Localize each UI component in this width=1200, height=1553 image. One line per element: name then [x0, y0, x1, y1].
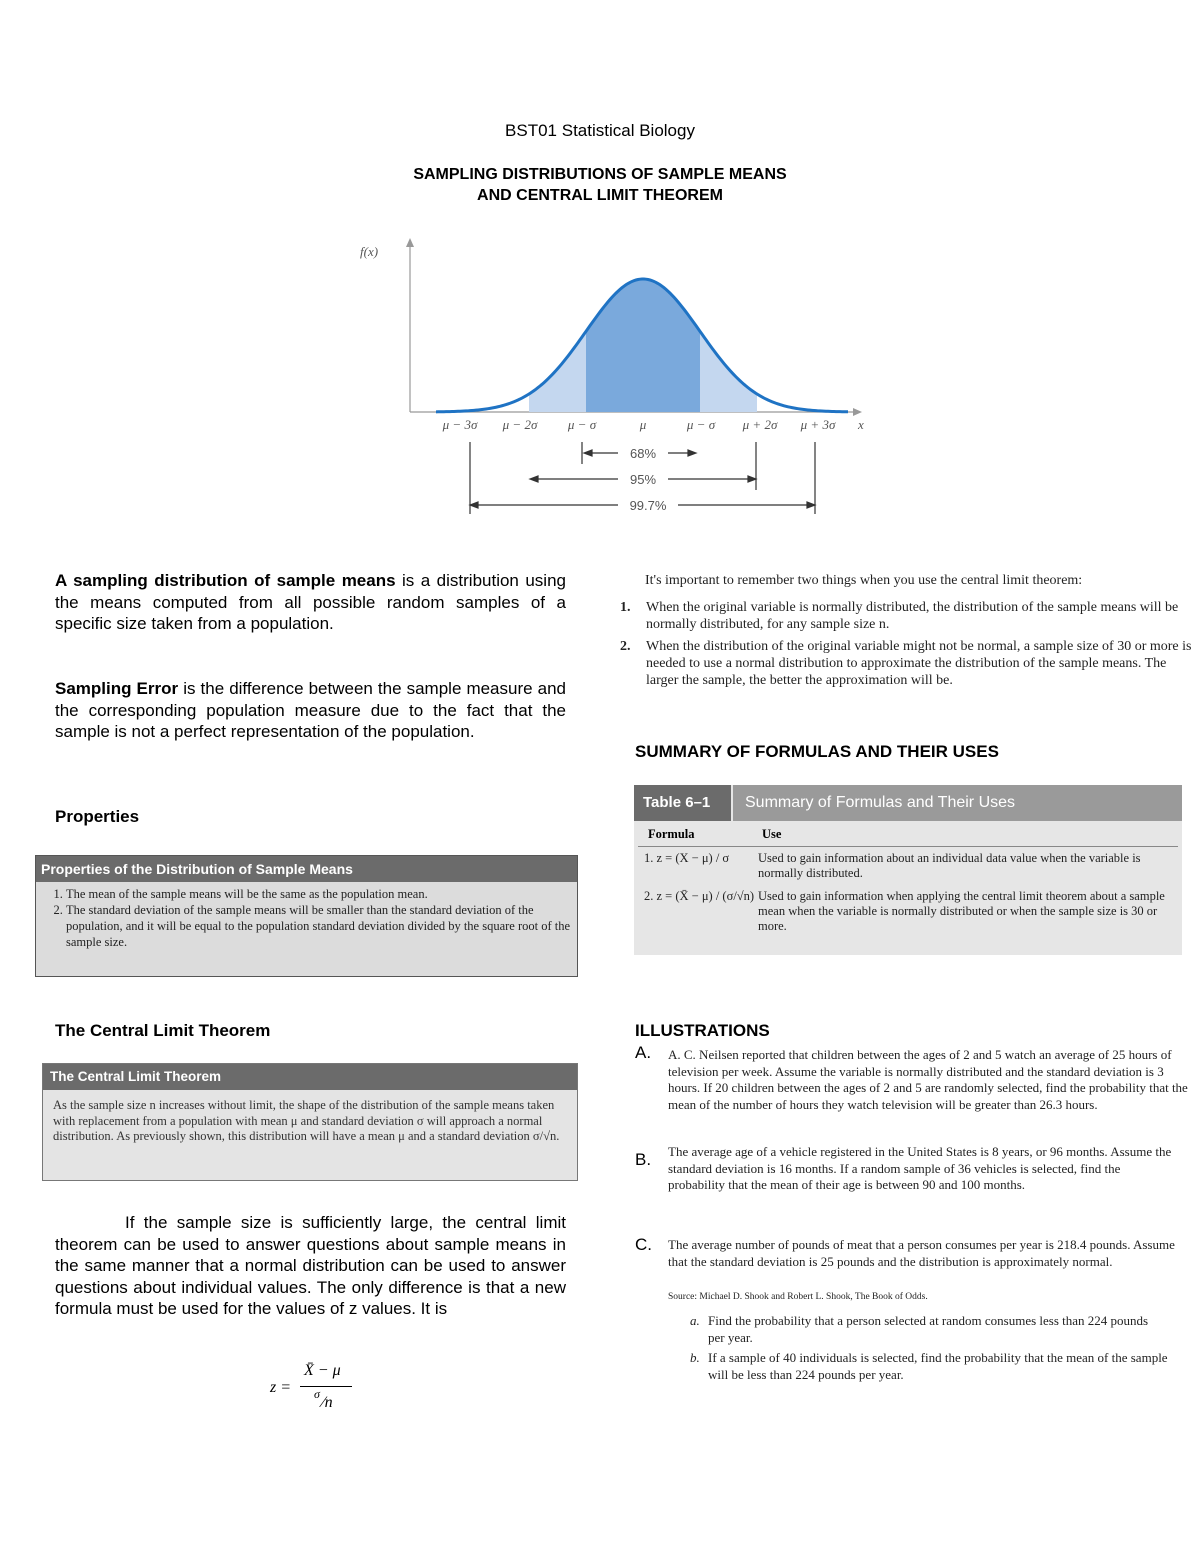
clt-box-title: The Central Limit Theorem [43, 1064, 577, 1090]
illustration-letter: A. [635, 1043, 652, 1062]
z-formula [270, 1362, 370, 1418]
illustration-c-text: The average number of pounds of meat that a person consumes per year is 218.4 pounds. Assume that the standard deviation is 25 pounds and the distribution is approximately normal. [668, 1237, 1175, 1269]
title-line-1: SAMPLING DISTRIBUTIONS OF SAMPLE MEANS [413, 166, 787, 183]
table-column-headers [638, 821, 1178, 847]
properties-box [35, 855, 578, 977]
illustration-letter: C. [635, 1235, 652, 1254]
clt-heading: The Central Limit Theorem [55, 1021, 271, 1040]
remember-item [620, 638, 1200, 689]
tick-label: μ − 3σ [442, 417, 478, 432]
table-label: Table 6–1 [634, 785, 731, 821]
property-item: 2. The standard deviation of the sample means will be smaller than the standard deviation of the population, and it will be equal to the population standard deviation divided by the square root of the sample size. [66, 902, 577, 950]
tick-label: μ + 3σ [800, 417, 836, 432]
formula-numerator: X̄ − μ [304, 1362, 341, 1379]
page-title [0, 164, 1200, 206]
part-text: Find the probability that a person selected at random consumes less than 224 pounds per year. [708, 1313, 1149, 1345]
remember-item [620, 599, 1200, 633]
definition-sampling-distribution [55, 570, 566, 635]
tick-label: μ − 2σ [502, 417, 538, 432]
part-text: If a sample of 40 individuals is selected, find the probability that the mean of the sample will be less than 224 pounds per year. [708, 1350, 1168, 1382]
definition-text: is a distribution using the means computed from all possible random samples of a specific size taken from a population. [55, 571, 566, 633]
remember-intro: It's important to remember two things when you use the central limit theorem: [645, 573, 1083, 588]
illustration-a-text: A. C. Neilsen reported that children between the ages of 2 and 5 watch an average of 25 hours of television per week. Assume the variable is normally distributed and the standard deviation is 3 hours. If 20 children between the ages of 2 and 5 are randomly selected, find the probability that the mean of the number of hours they watch television will be greater than 26.3 hours. [668, 1047, 1188, 1112]
illustration-letter: B. [635, 1150, 652, 1169]
table-cell-formula: 1. z = (X − μ) / σ [644, 851, 730, 865]
column-header-formula: Formula [648, 827, 695, 841]
y-axis-label: f(x) [360, 244, 379, 259]
definition-term: Sampling Error [55, 679, 179, 698]
table-cell-use: Used to gain information about an individual data value when the variable is normally distributed. [758, 851, 1141, 880]
part-label: b. [690, 1350, 700, 1365]
table-caption: Summary of Formulas and Their Uses [731, 785, 1182, 821]
tick-labels [442, 417, 836, 432]
properties-box-title: Properties of the Distribution of Sample Means [36, 856, 577, 882]
table-row [634, 881, 1182, 934]
range-68: 68% [629, 446, 657, 461]
remember-item-text: When the distribution of the original variable might not be normal, a sample size of 30 or more is needed to use a normal distribution to approximate the distribution of the sample means. The larger the sample, the better the approximation will be. [646, 639, 1192, 688]
illustration-b-text: The average age of a vehicle registered in the United States is 8 years, or 96 months. Assume the standard deviation is 16 months. If a random sample of 36 vehicles is selected, find the probability that the mean of their age is between 90 and 100 months. [668, 1144, 1172, 1192]
x-axis-arrow [853, 408, 862, 416]
tick-label: μ + 2σ [742, 417, 778, 432]
formula-lhs: z = [270, 1379, 292, 1396]
tick-label: μ − σ [567, 417, 597, 432]
definition-text: is the difference between the sample measure and the corresponding population measure due to the fact that the sample is not a perfect representation of the population. [55, 679, 566, 741]
clt-remember-note [620, 572, 1200, 694]
course-name: BST01 Statistical Biology [505, 121, 695, 140]
tick-label: μ [639, 417, 647, 432]
formula-den-sigma: σ [314, 1387, 320, 1401]
definition-term: A sampling distribution of sample means [55, 571, 396, 590]
range-99-7: 99.7% [629, 498, 667, 513]
table-row [634, 847, 1182, 881]
table-cell-use: Used to gain information when applying the central limit theorem about a sample mean when the variable is normally distributed or when the sample size is 30 or more. [758, 889, 1165, 933]
table-header [634, 785, 1182, 821]
column-header-use: Use [762, 827, 782, 841]
normal-distribution-figure [350, 232, 890, 522]
table-cell-formula: 2. z = (X̄ − μ) / (σ/√n) [644, 889, 755, 903]
formula-den-n: ⁄n [322, 1394, 333, 1411]
clt-box [42, 1063, 578, 1181]
illustration-c-part-b [690, 1350, 1170, 1383]
remember-item-number: 2. [620, 639, 631, 654]
remember-item-number: 1. [620, 600, 631, 615]
properties-heading: Properties [55, 807, 140, 826]
range-95: 95% [629, 472, 657, 487]
clt-box-text: As the sample size n increases without limit, the shape of the distribution of the sample means taken with replacement from a population with mean μ and standard deviation σ will approach a normal distribution. As previously shown, this distribution will have a mean μ and a standard deviation σ/√n. [53, 1098, 560, 1143]
properties-list [36, 886, 577, 950]
title-line-2: AND CENTRAL LIMIT THEOREM [477, 187, 723, 204]
illustration-c-source: Source: Michael D. Shook and Robert L. Shook, The Book of Odds. [668, 1292, 928, 1302]
definition-sampling-error [55, 678, 566, 743]
remember-item-text: When the original variable is normally distributed, the distribution of the sample means will be normally distributed, for any sample size n. [646, 600, 1179, 632]
summary-heading: SUMMARY OF FORMULAS AND THEIR USES [635, 742, 999, 761]
property-item: 1. The mean of the sample means will be the same as the population mean. [66, 886, 577, 902]
fraction-bar [300, 1386, 352, 1387]
inner-band [586, 279, 700, 412]
x-axis-label: x [858, 417, 864, 432]
formula-table [634, 785, 1182, 955]
clt-paragraph: If the sample size is sufficiently large, the central limit theorem can be used to answer questions about sample means in the same manner that a normal distribution can be used to answer questions about individual values. The only difference is that a new formula must be used for the values of z values. It is [55, 1213, 566, 1318]
y-axis-arrow [406, 238, 414, 247]
tick-label: μ − σ [686, 417, 716, 432]
illustration-c-part-a [690, 1313, 1150, 1346]
part-label: a. [690, 1313, 700, 1328]
illustrations-heading: ILLUSTRATIONS [635, 1021, 770, 1040]
